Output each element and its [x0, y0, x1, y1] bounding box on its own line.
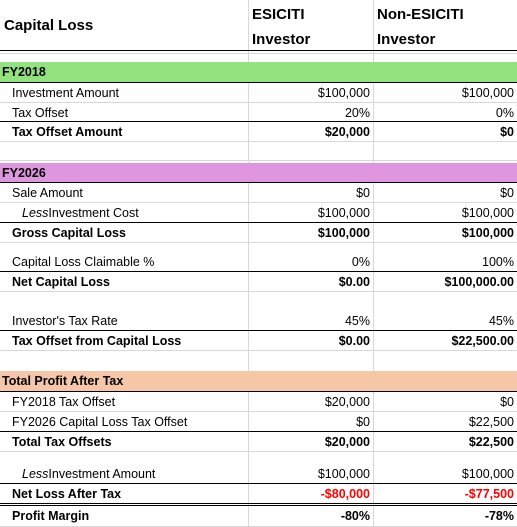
col-header-esiciti-line1: ESICITI — [252, 6, 305, 23]
non-esiciti-value: $0 — [500, 124, 514, 139]
header-border — [0, 50, 517, 51]
gridline — [0, 160, 517, 161]
row-label: Tax Offset from Capital Loss — [12, 333, 182, 348]
esiciti-value: $100,000 — [317, 466, 370, 481]
section-total-profit — [0, 371, 517, 391]
gridline — [0, 53, 517, 54]
section-fy2018 — [0, 62, 517, 82]
table-row — [0, 464, 517, 483]
table-title: Capital Loss — [4, 17, 94, 34]
non-esiciti-value: $100,000 — [461, 85, 514, 100]
esiciti-value: $100,000 — [317, 85, 370, 100]
section-heading: FY2026 — [2, 165, 46, 180]
non-esiciti-value: 45% — [488, 313, 514, 328]
non-esiciti-value: -$77,500 — [464, 486, 514, 501]
row-label: Total Tax Offsets — [12, 434, 112, 449]
esiciti-value: 20% — [344, 105, 370, 120]
non-esiciti-value: $100,000 — [461, 225, 514, 240]
table-row — [0, 331, 517, 350]
table-row — [0, 122, 517, 141]
less-prefix: Less — [22, 205, 49, 220]
table-row — [0, 203, 517, 222]
non-esiciti-value: $22,500 — [468, 414, 514, 429]
table-row — [0, 392, 517, 411]
row-label: Gross Capital Loss — [12, 225, 126, 240]
esiciti-value: 45% — [344, 313, 370, 328]
esiciti-value: -80% — [340, 509, 370, 523]
row-label: Tax Offset Amount — [12, 124, 123, 139]
table-row — [0, 311, 517, 330]
section-heading: Total Profit After Tax — [2, 374, 124, 388]
gridline — [0, 242, 517, 243]
table-row — [0, 83, 517, 102]
non-esiciti-value: $100,000 — [461, 466, 514, 481]
esiciti-value: $20,000 — [324, 394, 370, 409]
table-row — [0, 484, 517, 503]
row-label: Tax Offset — [12, 105, 69, 120]
less-label: Investment Cost — [48, 205, 139, 220]
non-esiciti-value: 0% — [495, 105, 514, 120]
non-esiciti-value: $22,500 — [468, 434, 514, 449]
row-label: FY2026 Capital Loss Tax Offset — [12, 414, 188, 429]
table-row — [0, 103, 517, 122]
non-esiciti-value: $100,000 — [461, 205, 514, 220]
row-label: Net Capital Loss — [12, 274, 110, 289]
gridline — [0, 141, 517, 142]
subtotal-border — [0, 503, 517, 504]
section-fy2026 — [0, 163, 517, 182]
non-esiciti-value: -78% — [484, 509, 514, 523]
esiciti-value: $100,000 — [317, 225, 370, 240]
non-esiciti-value: $22,500.00 — [451, 333, 514, 348]
gridline — [0, 451, 517, 452]
row-label: Investor's Tax Rate — [12, 313, 118, 328]
less-prefix: Less — [22, 466, 49, 481]
row-label: Sale Amount — [12, 185, 83, 200]
esiciti-value: $0 — [356, 185, 370, 200]
col-header-non-esiciti-line2: Investor — [377, 31, 436, 48]
table-row — [0, 432, 517, 451]
non-esiciti-value: $0 — [500, 185, 514, 200]
esiciti-value: $0 — [356, 414, 370, 429]
row-label — [0, 203, 248, 222]
esiciti-value: 0% — [351, 254, 370, 269]
esiciti-value: -$80,000 — [320, 486, 370, 501]
gridline — [0, 350, 517, 351]
table-row — [0, 183, 517, 202]
esiciti-value: $20,000 — [324, 124, 370, 139]
esiciti-value: $0.00 — [338, 333, 370, 348]
esiciti-value: $20,000 — [324, 434, 370, 449]
table-row — [0, 223, 517, 242]
gridline — [0, 291, 517, 292]
non-esiciti-value: 100% — [482, 254, 514, 269]
row-label: Capital Loss Claimable % — [12, 254, 155, 269]
esiciti-value: $100,000 — [317, 205, 370, 220]
table-row — [0, 412, 517, 431]
row-label: Investment Amount — [12, 85, 120, 100]
row-label: Net Loss After Tax — [12, 486, 122, 501]
col-header-esiciti-line2: Investor — [252, 31, 311, 48]
table-row — [0, 272, 517, 291]
row-label — [0, 464, 248, 483]
table-row — [0, 252, 517, 271]
row-label: FY2018 Tax Offset — [12, 394, 116, 409]
col-header-non-esiciti-line1: Non-ESICITI — [377, 6, 464, 23]
less-label: Investment Amount — [48, 466, 156, 481]
non-esiciti-value: $100,000.00 — [444, 274, 514, 289]
non-esiciti-value: $0 — [500, 394, 514, 409]
esiciti-value: $0.00 — [338, 274, 370, 289]
row-label: Profit Margin — [12, 509, 90, 523]
section-heading: FY2018 — [2, 65, 46, 79]
table-row — [0, 506, 517, 526]
